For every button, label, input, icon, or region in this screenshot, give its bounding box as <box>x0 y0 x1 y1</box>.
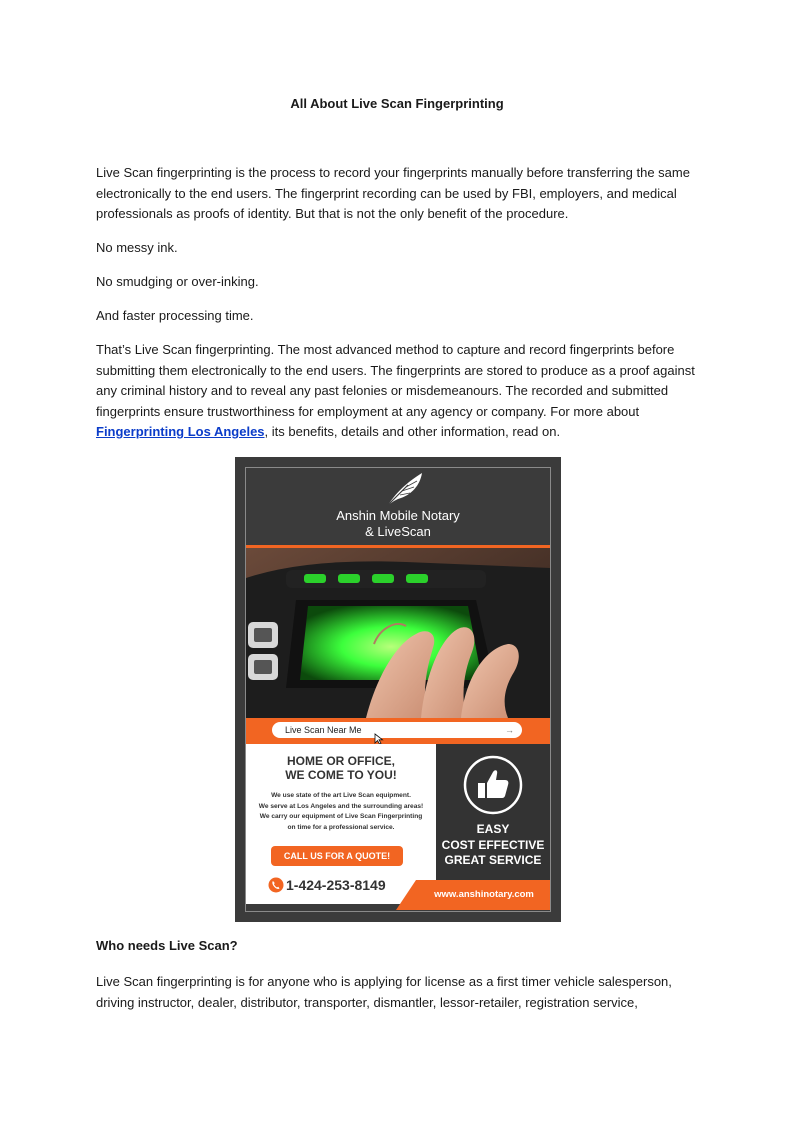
flyer-frame <box>245 467 551 912</box>
home-title-line-1: HOME OR OFFICE, <box>287 754 395 768</box>
no-smudge-text: No smudging or over-inking. <box>96 274 259 289</box>
flyer-header <box>246 468 550 546</box>
fingerprint-scanner-photo <box>246 548 550 718</box>
easy-line-3: GREAT SERVICE <box>444 853 542 867</box>
body-line-4: on time for a professional service. <box>287 823 395 831</box>
home-office-title <box>246 754 436 782</box>
fingerprinting-los-angeles-link[interactable]: Fingerprinting Los Angeles <box>96 424 265 439</box>
brand-line-2: & LiveScan <box>365 524 431 539</box>
paragraph-no-smudge <box>96 272 702 293</box>
paragraph-live-scan-explainer <box>96 340 702 443</box>
intro-paragraph <box>96 163 702 225</box>
easy-line-1: EASY <box>476 822 510 836</box>
feather-icon <box>382 471 426 507</box>
explainer-text <box>96 340 702 443</box>
thumbs-up-icon <box>462 754 524 816</box>
paragraph-no-ink <box>96 238 702 259</box>
search-bar-graphic <box>272 722 522 738</box>
flyer-brand <box>246 508 550 540</box>
search-arrow-icon: → <box>505 725 514 735</box>
explainer-text-after: , its benefits, details and other information, read on. <box>264 424 561 439</box>
faster-text: And faster processing time. <box>96 308 254 323</box>
body-line-3: We carry our equipment of Live Scan Fingerprinting <box>259 813 423 820</box>
explainer-text-before: That’s Live Scan fingerprinting. The most advanced method to capture and record fingerprints before submitting them electronically to the end users. The fingerprints are stored to produce as a proof against any criminal history and to reveal any past felonies or misdemeanours. The recorded and submitted fingerprints ensure trustworthiness for employment at any agency or company. For more about <box>96 342 695 419</box>
call-for-quote-graphic: CALL US FOR A QUOTE! <box>271 846 403 866</box>
home-title-line-2: WE COME TO YOU! <box>285 768 397 782</box>
easy-line-2: COST EFFECTIVE <box>441 837 545 852</box>
phone-icon <box>268 877 284 893</box>
intro-text: Live Scan fingerprinting is the process to record your fingerprints manually before transferring the same electronically to the end users. The fingerprint recording can be used by FBI, employers, and medical professionals as proofs of identity. But that is not the only benefit of the procedure. <box>96 165 690 221</box>
anshin-flyer-image <box>235 457 561 922</box>
phone-number: 1-424-253-8149 <box>286 877 386 893</box>
page-title: All About Live Scan Fingerprinting <box>290 96 504 111</box>
home-office-body <box>246 791 436 833</box>
who-needs-heading: Who needs Live Scan? <box>96 938 238 953</box>
search-text: Live Scan Near Me <box>285 725 362 735</box>
body-line-1: We use state of the art Live Scan equipment. <box>271 792 411 799</box>
brand-line-1: Anshin Mobile Notary <box>336 508 460 523</box>
body-line-2: We serve at Los Angeles and the surrounding areas! <box>258 802 424 810</box>
paragraph-faster <box>96 306 702 327</box>
website-text: www.anshinotary.com <box>434 889 534 900</box>
who-needs-text: Live Scan fingerprinting is for anyone who is applying for license as a first timer vehicle salesperson, driving instructor, dealer, distributor, transporter, dismantler, lessor-retailer, registration service, <box>96 974 672 1010</box>
benefits-text <box>436 822 550 869</box>
no-ink-text: No messy ink. <box>96 240 178 255</box>
who-needs-paragraph <box>96 972 702 1013</box>
